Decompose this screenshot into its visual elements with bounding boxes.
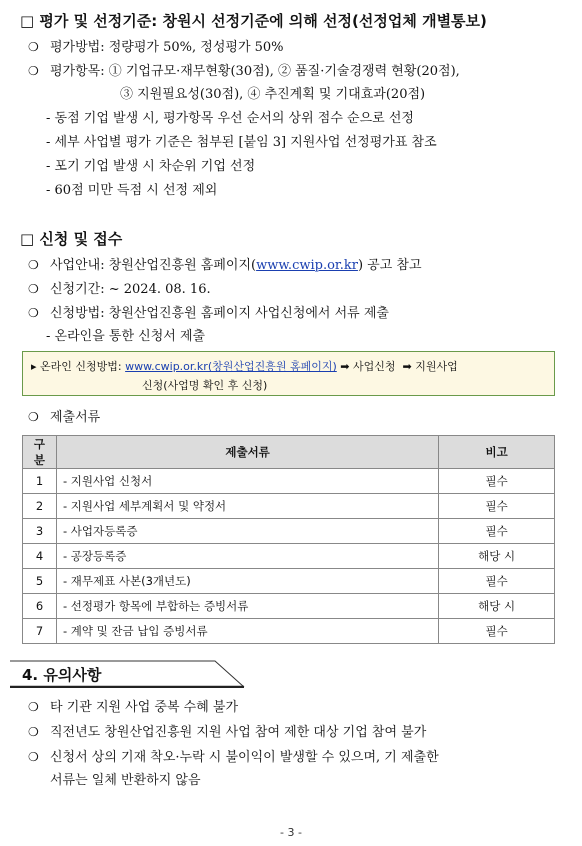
- eval-method-item: ❍ 평가방법: 정량평가 50%, 정성평가 50%: [28, 40, 284, 55]
- circle-bullet-icon: ❍: [28, 725, 39, 739]
- section-heading-evaluation: □ 평가 및 선정기준: 창원시 선정기준에 의해 선정(선정업체 개별통보): [20, 12, 487, 30]
- eval-sub-waiver: - 포기 기업 발생 시 차순위 기업 선정: [46, 159, 256, 174]
- caution-item: ❍ 신청서 상의 기재 착오·누락 시 불이익이 발생할 수 있으며, 기 제출한: [28, 750, 439, 765]
- circle-bullet-icon: ❍: [28, 306, 39, 320]
- caution-item: ❍ 타 기관 지원 사업 중복 수혜 불가: [28, 700, 239, 715]
- right-arrow-icon: ➡: [340, 360, 350, 373]
- eval-items-continuation: ③ 지원필요성(30점), ④ 추진계획 및 기대효과(20점): [120, 87, 426, 102]
- table-header-row: [23, 436, 555, 469]
- circle-bullet-icon: ❍: [28, 282, 39, 296]
- caution-item-continuation: 서류는 일체 반환하지 않음: [50, 773, 201, 788]
- table-row: 5 - 재무제표 사본(3개년도) 필수: [23, 569, 555, 594]
- circle-bullet-icon: ❍: [28, 258, 39, 272]
- apply-period-item: ❍ 신청기간: ~ 2024. 08. 16.: [28, 282, 211, 297]
- eval-sub-tie: - 동점 기업 발생 시, 평가항목 우선 순서의 상위 점수 순으로 선정: [46, 111, 414, 126]
- triangle-marker-icon: ▸: [31, 360, 37, 373]
- table-row: 4 - 공장등록증 해당 시: [23, 544, 555, 569]
- circle-bullet-icon: ❍: [28, 64, 39, 78]
- section-heading-application: □ 신청 및 접수: [20, 230, 123, 248]
- eval-sub-cutoff: - 60점 미만 득점 시 선정 제외: [46, 183, 218, 198]
- circle-bullet-icon: ❍: [28, 700, 39, 714]
- apply-method-sub: - 온라인을 통한 신청서 제출: [46, 329, 206, 344]
- header-documents: 제출서류: [56, 436, 438, 469]
- page-number: - 3 -: [280, 826, 302, 839]
- eval-items-item: ❍ 평가항목: ① 기업규모·재무현황(30점), ② 품질·기술경쟁력 현황(20점),: [28, 64, 460, 79]
- notice-line-2: 신청(사업명 확인 후 신청): [142, 379, 268, 392]
- online-application-notice: [22, 351, 555, 396]
- section4-heading: 4. 유의사항: [22, 666, 102, 684]
- cwip-website-link[interactable]: www.cwip.or.kr: [256, 258, 358, 273]
- caution-item: ❍ 직전년도 창원산업진흥원 지원 사업 참여 제한 대상 기업 참여 불가: [28, 725, 427, 740]
- table-row: 6 - 선정평가 항목에 부합하는 증빙서류 해당 시: [23, 594, 555, 619]
- header-note: 비고: [439, 436, 555, 469]
- header-category: 구분: [23, 436, 57, 469]
- table-row: 7 - 계약 및 잔금 납입 증빙서류 필수: [23, 619, 555, 644]
- circle-bullet-icon: ❍: [28, 40, 39, 54]
- notice-line-1: ▸ 온라인 신청방법: www.cwip.or.kr(창원산업진흥원 홈페이지) ➡ 사업신청 ➡ 지원사업: [31, 360, 458, 373]
- docs-label-item: ❍ 제출서류: [28, 410, 101, 425]
- table-row: 1 - 지원사업 신청서 필수: [23, 469, 555, 494]
- eval-sub-criteria: - 세부 사업별 평가 기준은 첨부된 [붙임 3] 지원사업 선정평가표 참조: [46, 135, 437, 150]
- notice-website-link[interactable]: www.cwip.or.kr(창원산업진흥원 홈페이지): [125, 360, 337, 373]
- apply-method-item: ❍ 신청방법: 창원산업진흥원 홈페이지 사업신청에서 서류 제출: [28, 306, 389, 321]
- table-row: 2 - 지원사업 세부계획서 및 약정서 필수: [23, 494, 555, 519]
- right-arrow-icon: ➡: [402, 360, 412, 373]
- section4-heading-tab: [10, 660, 245, 688]
- required-documents-table: [22, 435, 555, 644]
- circle-bullet-icon: ❍: [28, 750, 39, 764]
- table-row: 3 - 사업자등록증 필수: [23, 519, 555, 544]
- circle-bullet-icon: ❍: [28, 410, 39, 424]
- apply-guide-item: ❍ 사업안내: 창원산업진흥원 홈페이지(www.cwip.or.kr) 공고 참고: [28, 258, 422, 273]
